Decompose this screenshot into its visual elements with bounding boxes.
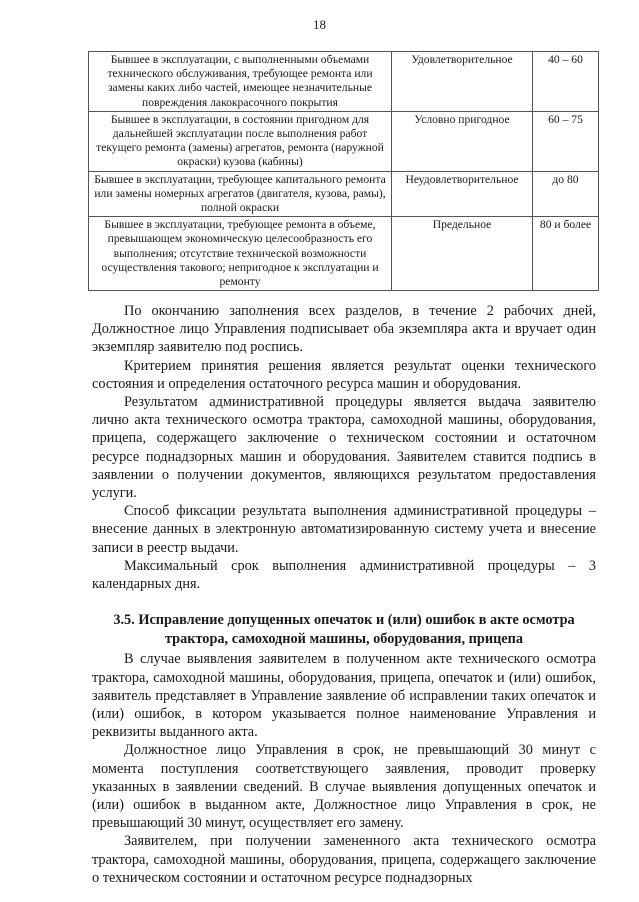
- table-cell-description: Бывшее в эксплуатации, с выполненными объемами технического обслуживания, требующее ремонта или замены каких либо частей, имеющее незначительные повреждения лакокрасочного покрытия: [89, 52, 392, 112]
- table-cell-condition: Условно пригодное: [392, 111, 533, 171]
- table-cell-description: Бывшее в эксплуатации, требующее ремонта в объеме, превышающем экономическую целесообразность его выполнения; отсутствие технической возможности осуществления такового; непригодное к эксплуатации и ремонту: [89, 217, 392, 291]
- paragraph: Способ фиксации результата выполнения административной процедуры – внесение данных в электронную автоматизированную систему учета и внесение записи в реестр выдачи.: [92, 503, 596, 556]
- table-cell-wear: 80 и более: [533, 217, 599, 291]
- table-cell-description: Бывшее в эксплуатации, требующее капитального ремонта или замены номерных агрегатов (двигателя, кузова, рамы), полной окраски: [89, 171, 392, 217]
- table-cell-wear: 60 – 75: [533, 111, 599, 171]
- table-cell-description: Бывшее в эксплуатации, в состоянии пригодном для дальнейшей эксплуатации после выполнения работ текущего ремонта (замены) агрегатов, ремонта (наружной окраски) кузова (кабины): [89, 111, 392, 171]
- paragraph: По окончанию заполнения всех разделов, в течение 2 рабочих дней, Должностное лицо Управления подписывает оба экземпляра акта и вручает один экземпляр заявителю под роспись.: [92, 303, 596, 356]
- document-body: [92, 302, 596, 887]
- table-row: [89, 171, 599, 217]
- table-row: [89, 111, 599, 171]
- table-row: [89, 217, 599, 291]
- paragraph: Максимальный срок выполнения административной процедуры – 3 календарных дня.: [92, 557, 596, 593]
- table-cell-wear: до 80: [533, 171, 599, 217]
- paragraph: Критерием принятия решения является результат оценки технического состояния и определения остаточного ресурса машин и оборудования.: [92, 357, 596, 392]
- table-cell-wear: 40 – 60: [533, 52, 599, 112]
- table-cell-condition: Удовлетворительное: [392, 52, 533, 112]
- section-heading: 3.5. Исправление допущенных опечаток и (или) ошибок в акте осмотра трактора, самоходной машины, оборудования, прицепа: [113, 612, 575, 647]
- paragraph: Заявителем, при получении замененного акта технического осмотра трактора, самоходной машины, оборудования, прицепа, содержащего заключение о техническом состоянии и остаточном ресурсе поднадзорных: [92, 833, 596, 886]
- paragraph: Результатом административной процедуры является выдача заявителю лично акта технического осмотра трактора, самоходной машины, оборудования, прицепа, содержащего заключение о техническом состоянии и остаточном ресурсе поднадзорных машин и оборудования. Заявителем ставится подпись в заявлении о получении документов, являющихся результатом предоставления услуги.: [92, 394, 596, 502]
- table-cell-condition: Неудовлетворительное: [392, 171, 533, 217]
- table-row: [89, 52, 599, 112]
- paragraph: Должностное лицо Управления в срок, не превышающий 30 минут с момента поступления соответствующего заявления, проводит проверку указанных в заявлении сведений. В случае выявления допущенных опечаток и (или) ошибок в выданном акте, Должностное лицо Управления в срок, не превышающий 30 минут, осуществляет его замену.: [92, 742, 596, 832]
- table-cell-condition: Предельное: [392, 217, 533, 291]
- page-number: 18: [313, 17, 326, 32]
- paragraph: В случае выявления заявителем в полученном акте технического осмотра трактора, самоходной машины, оборудования, прицепа, опечаток и (или) ошибок, заявитель представляет в Управление заявление об исправлении таких опечаток и (или) ошибок, в котором указывается полное наименование Управления и реквизиты выданного акта.: [92, 651, 596, 741]
- condition-table: [88, 51, 599, 291]
